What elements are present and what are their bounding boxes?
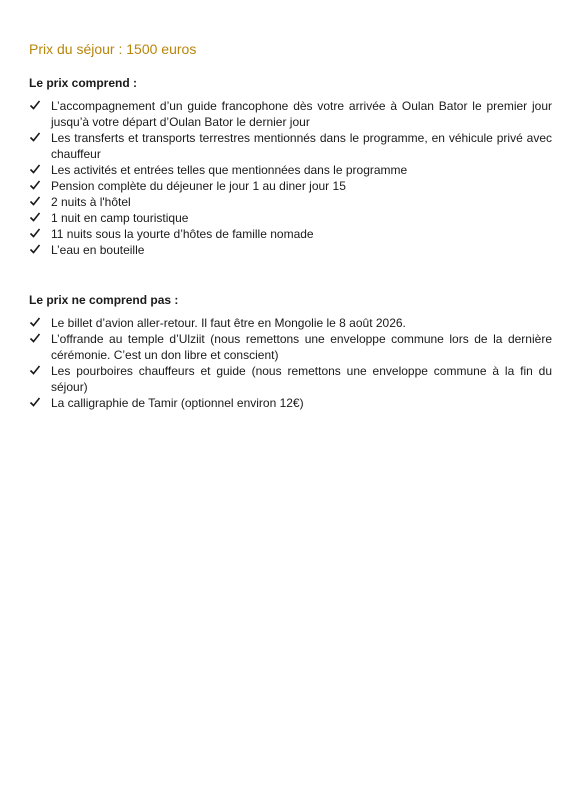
price-title: Prix du séjour : 1500 euros xyxy=(29,41,197,57)
list-item-text: 11 nuits sous la yourte d’hôtes de famille nomade xyxy=(51,227,314,241)
check-mark-icon xyxy=(29,396,41,408)
list-item xyxy=(29,315,552,331)
check-mark-icon xyxy=(29,243,41,255)
check-mark-icon xyxy=(29,316,41,328)
list-item xyxy=(29,226,552,242)
section-spacer xyxy=(29,258,552,292)
list-item-text: 2 nuits à l'hôtel xyxy=(51,195,131,209)
check-mark-icon xyxy=(29,364,41,376)
list-item-text: L’offrande au temple d’Ulziit (nous remettons une enveloppe commune lors de la dernière cérémonie. C’est un don libre et conscient) xyxy=(51,332,552,362)
list-item-text: 1 nuit en camp touristique xyxy=(51,211,189,225)
list-item xyxy=(29,242,552,258)
check-mark-icon xyxy=(29,99,41,111)
list-item-text: L’eau en bouteille xyxy=(51,243,145,257)
excluded-list xyxy=(29,315,552,411)
check-mark-icon xyxy=(29,131,41,143)
list-item xyxy=(29,210,552,226)
check-mark-icon xyxy=(29,195,41,207)
check-mark-icon xyxy=(29,211,41,223)
list-item-text: Le billet d’avion aller-retour. Il faut être en Mongolie le 8 août 2026. xyxy=(51,316,406,330)
list-item xyxy=(29,98,552,130)
check-mark-icon xyxy=(29,227,41,239)
list-item xyxy=(29,178,552,194)
list-item xyxy=(29,162,552,178)
list-item-text: L’accompagnement d’un guide francophone dès votre arrivée à Oulan Bator le premier jour jusqu’à votre départ d’Oulan Bator le dernier jour xyxy=(51,99,552,129)
list-item-text: Les transferts et transports terrestres mentionnés dans le programme, en véhicule privé avec chauffeur xyxy=(51,131,552,161)
list-item-text: La calligraphie de Tamir (optionnel environ 12€) xyxy=(51,396,304,410)
check-mark-icon xyxy=(29,179,41,191)
list-item xyxy=(29,331,552,363)
excluded-heading: Le prix ne comprend pas : xyxy=(29,293,179,307)
list-item-text: Les activités et entrées telles que mentionnées dans le programme xyxy=(51,163,408,177)
list-item xyxy=(29,194,552,210)
check-mark-icon xyxy=(29,163,41,175)
list-item xyxy=(29,363,552,395)
included-heading: Le prix comprend : xyxy=(29,76,138,90)
check-mark-icon xyxy=(29,332,41,344)
included-list xyxy=(29,98,552,258)
list-item-text: Pension complète du déjeuner le jour 1 au diner jour 15 xyxy=(51,179,346,193)
list-item-text: Les pourboires chauffeurs et guide (nous remettons une enveloppe commune à la fin du séjour) xyxy=(51,364,552,394)
list-item xyxy=(29,395,552,411)
list-item xyxy=(29,130,552,162)
